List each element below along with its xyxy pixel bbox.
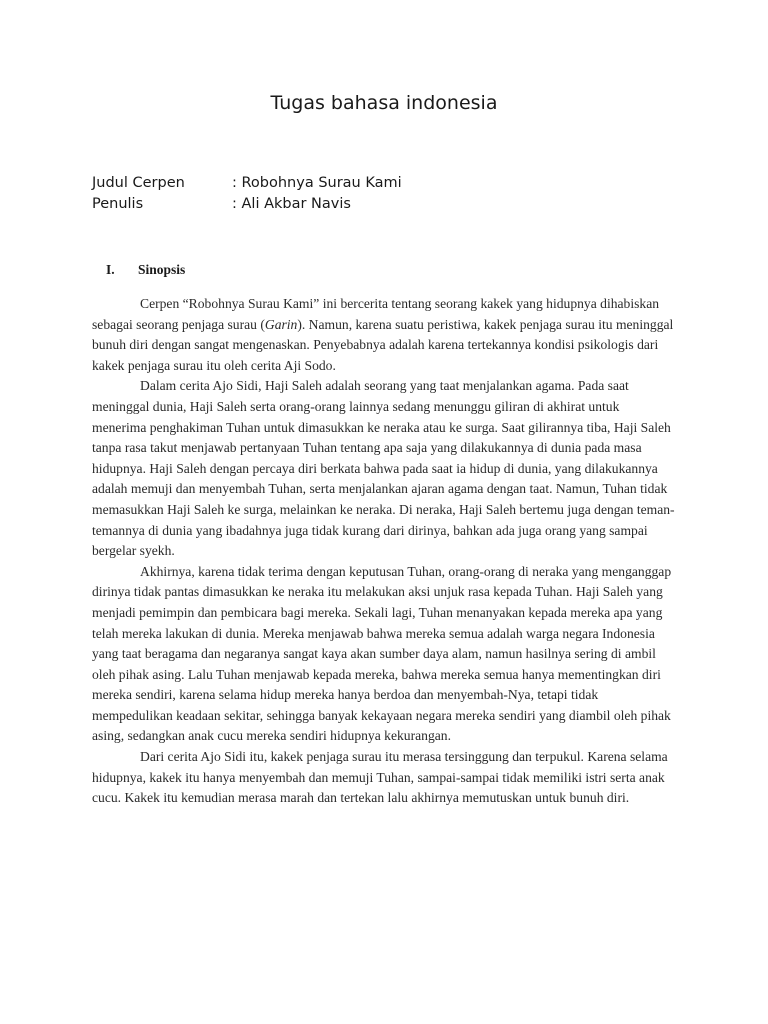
meta-label: Judul Cerpen <box>92 175 185 191</box>
meta-value: : Robohnya Surau Kami <box>232 175 402 191</box>
meta-row-title <box>92 173 402 194</box>
synopsis-body <box>92 294 676 809</box>
meta-row-author <box>92 194 402 215</box>
paragraph-text: ). Namun, karena suatu peristiwa, kakek penjaga surau itu meninggal bunuh diri dengan sangat mengenaskan. Penyebabnya adalah karena tertekannya kondisi psikologis dari kakek penjaga surau itu oleh cerita Aji Sodo. <box>92 316 674 373</box>
meta-label: Penulis <box>92 196 144 212</box>
meta-value: : Ali Akbar Navis <box>232 196 351 212</box>
paragraph <box>92 294 676 376</box>
paragraph-italic-term: Garin <box>264 316 298 332</box>
paragraph: Dalam cerita Ajo Sidi, Haji Saleh adalah seorang yang taat menjalankan agama. Pada saat meninggal dunia, Haji Saleh serta orang-orang lainnya sedang menunggu giliran di akhirat untuk menerima penghakiman Tuhan untuk dimasukkan ke neraka atau ke surga. Saat gilirannya tiba, Haji Saleh tanpa rasa takut menjawab pertanyaan Tuhan tentang apa saja yang dilakukannya di dunia pada masa hidupnya. Haji Saleh dengan percaya diri berkata bahwa pada saat ia hidup di dunia, yang dilakukannya adalah memuji dan menyembah Tuhan, serta menjalankan ajaran agama dengan taat. Namun, Tuhan tidak memasukkan Haji Saleh ke surga, melainkan ke neraka. Di neraka, Haji Saleh bertemu juga dengan teman-temannya di dunia yang ibadahnya juga tidak kurang dari dirinya, bahkan ada juga orang yang sampai bergelar syekh. <box>92 378 675 559</box>
paragraph: Dari cerita Ajo Sidi itu, kakek penjaga surau itu merasa tersinggung dan terpukul. Karena selama hidupnya, kakek itu hanya menyembah dan memuji Tuhan, sampai-sampai tidak memiliki istri serta anak cucu. Kakek itu kemudian merasa marah dan tertekan lalu akhirnya memutuskan untuk bunuh diri. <box>92 749 668 806</box>
paragraph-text: Cerpen “Robohnya Surau Kami” ini bercerita tentang seorang kakek yang hidupnya dihabiskan sebagai seorang penjaga surau ( <box>92 296 660 332</box>
story-metadata <box>92 173 402 215</box>
paragraph: Akhirnya, karena tidak terima dengan keputusan Tuhan, orang-orang di neraka yang menganggap dirinya tidak pantas dimasukkan ke neraka itu melakukan aksi unjuk rasa kepada Tuhan. Haji Saleh yang menjadi pemimpin dan pembicara bagi mereka. Sekali lagi, Tuhan menanyakan kepada mereka apa yang telah mereka lakukan di dunia. Mereka menjawab bahwa mereka semua adalah warga negara Indonesia yang taat beragama dan negaranya sangat kaya akan sumber daya alam, namun hasilnya sering di ambil oleh pihak asing. Lalu Tuhan menjawab kepada mereka, bahwa mereka semua hanya mementingkan diri mereka sendiri, karena selama hidup mereka hanya berdoa dan menyembah-Nya, tetapi tidak mempedulikan keadaan sekitar, sehingga banyak kekayaan negara mereka sendiri yang diambil oleh pihak asing, sedangkan anak cucu mereka sendiri hidupnya kekurangan. <box>92 563 672 744</box>
document-title: Tugas bahasa indonesia <box>270 92 498 114</box>
section-number: I. <box>106 262 115 277</box>
section-title: Sinopsis <box>138 262 186 277</box>
section-heading <box>106 262 185 278</box>
